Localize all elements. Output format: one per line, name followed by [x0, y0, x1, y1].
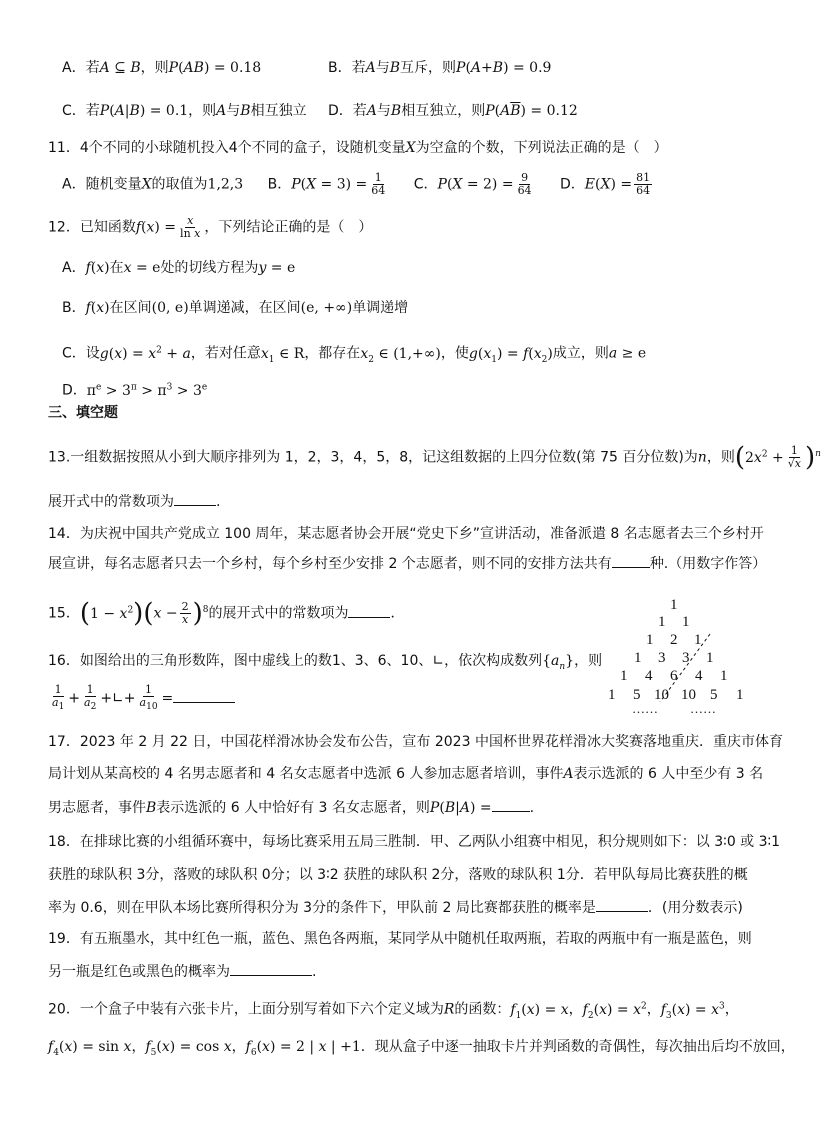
- q17-answer-blank[interactable]: [492, 797, 530, 812]
- triangle-number: 5: [710, 687, 718, 703]
- triangle-number: 1: [608, 687, 616, 703]
- q19-line2: 另一瓶是红色或黑色的概率为 .: [48, 961, 316, 982]
- q11-stem: 11．4个不同的小球随机投入4个不同的盒子，设随机变量X为空盒的个数，下列说法正确的是（ ）: [48, 140, 668, 156]
- q13-line2: 展开式中的常数项为 .: [48, 491, 220, 512]
- q17-line1: 17．2023 年 2 月 22 日，中国花样滑冰协会发布公告，宣布 2023 中国杯世界花样滑冰大奖赛落地重庆．重庆市体育: [48, 734, 783, 750]
- triangle-number: 1: [694, 632, 702, 648]
- triangle-number: 4: [645, 668, 653, 684]
- triangle-dots-right: ……: [690, 701, 716, 716]
- triangle-number: 1: [634, 650, 642, 666]
- q11-options: A．随机变量X的取值为1,2,3 B．P(X = 3) = $\frac{1}{64}$ C．P(X = 2) = $\frac{9}{64}$ D．E(X) = $\frac{81}{64}$: [62, 171, 651, 197]
- q15-line: 15．$(1 - x^2)(x$ − $\frac{2}{x}$ )$^8$的展开式中的常数项为 ．: [48, 598, 405, 629]
- triangle-number: 3: [682, 650, 690, 666]
- q18-line1: 18．在排球比赛的小组循环赛中，每场比赛采用五局三胜制．甲、乙两队小组赛中相见，积分规则如下：以 3∶0 或 3∶1: [48, 834, 781, 850]
- q16-line2: $\frac{1}{a_1}$ + $\frac{1}{a_2}$ +∟+ $\frac{1}{a_{10}}$ =: [48, 684, 235, 713]
- q20-line1: 20．一个盒子中装有六张卡片，上面分别写着如下六个定义域为R的函数：$f_1(x) = x$，$f_2(x) = x^2$，$f_3(x) = x^3$，: [48, 1001, 739, 1021]
- triangle-number: 1: [682, 614, 690, 630]
- triangle-number: 1: [736, 687, 744, 703]
- q19-line1: 19．有五瓶墨水，其中红色一瓶，蓝色、黑色各两瓶，某同学从中随机任取两瓶，若取的两瓶中有一瓶是蓝色，则: [48, 931, 752, 947]
- triangle-number: 1: [620, 668, 628, 684]
- pascal-triangle-figure: [600, 596, 760, 721]
- q10-option-a: A．若A ⊆ B，则P(AB) = 0.18: [62, 60, 262, 76]
- triangle-number: 2: [670, 632, 678, 648]
- triangle-number: 6: [670, 668, 678, 684]
- q12-stem: 12．已知函数f(x) = $\frac{x}{\text{ln x}}$ ，下列结论正确的是（ ）: [48, 214, 373, 240]
- triangle-number: 3: [658, 650, 666, 666]
- q19-answer-blank[interactable]: [230, 961, 312, 976]
- q12-option-b: B．f(x)在区间(0, e)单调递减，在区间(e, +∞)单调递增: [62, 300, 409, 316]
- triangle-number: 1: [706, 650, 714, 666]
- q17-line3: 男志愿者，事件B表示选派的 6 人中恰好有 3 名女志愿者，则P(B|A) = .: [48, 797, 534, 818]
- q15-answer-blank[interactable]: [348, 603, 390, 618]
- triangle-number: 4: [695, 668, 703, 684]
- triangle-number: 10: [654, 687, 669, 703]
- q12-option-d: D．$\pi^e > 3^\pi > \pi^3 > 3^e$: [62, 382, 208, 399]
- q18-line2: 获胜的球队积 3分，落败的球队积 0分；以 3∶2 获胜的球队积 2分，落败的球队积 1分．若甲队每局比赛获胜的概: [48, 867, 748, 883]
- q12-option-a: A．f(x)在x = e处的切线方程为y = e: [62, 260, 296, 276]
- q20-line2: $f_4(x) = \sin x$，$f_5(x) = \cos x$，$f_6(x) = 2$ | x | +1．现从盒子中逐一抽取卡片并判函数的奇偶性，每次抽出后均不放回，: [48, 1039, 795, 1058]
- q14-line1: 14．为庆祝中国共产党成立 100 周年，某志愿者协会开展“党史下乡”宣讲活动，准备派遣 8 名志愿者去三个乡村开: [48, 526, 764, 542]
- triangle-number: 1: [658, 614, 666, 630]
- q16-answer-blank[interactable]: [173, 688, 235, 703]
- triangle-number: 1: [670, 597, 678, 613]
- triangle-number: 5: [633, 687, 641, 703]
- q18-answer-blank[interactable]: [596, 897, 648, 912]
- triangle-dots-left: ……: [632, 701, 658, 716]
- q13-answer-blank[interactable]: [174, 491, 216, 506]
- section-title: 三、填空题: [48, 405, 118, 421]
- q10-option-b: B．若A与B互斥，则P(A+B) = 0.9: [328, 60, 552, 76]
- triangle-dashed-line: [600, 596, 760, 721]
- triangle-number: 1: [646, 632, 654, 648]
- q12-option-c: C．设$g(x) = x^2 + a$，若对任意$x_1$ ∈ R，都存在$x_2$ ∈ (1,+∞)，使$g(x_1) = f(x_2)$成立，则a ≥ e: [62, 345, 647, 365]
- q13-line1: 13.一组数据按照从小到大顺序排列为 1，2，3，4，5，8，记这组数据的上四分位数(第 75 百分位数)为n，则($2x^2$ + $\frac{1}{√x}$ )$^n$: [48, 442, 821, 473]
- q14-answer-blank[interactable]: [612, 553, 650, 568]
- triangle-number: 1: [720, 668, 728, 684]
- q10-option-c: C．若P(A|B) = 0.1，则A与B相互独立: [62, 103, 307, 119]
- triangle-number: 10: [681, 687, 696, 703]
- q17-line2: 局计划从某高校的 4 名男志愿者和 4 名女志愿者中选派 6 人参加志愿者培训，事件A表示选派的 6 人中至少有 3 名: [48, 766, 764, 782]
- q14-line2: 展宣讲，每名志愿者只去一个乡村，每个乡村至少安排 2 个志愿者，则不同的安排方法共有 种.（用数字作答）: [48, 553, 766, 574]
- q16-line1: 16．如图给出的三角形数阵，图中虚线上的数1、3、6、10、∟，依次构成数列$\{a_n\}$，则: [48, 653, 603, 672]
- q10-option-d: D．若A与B相互独立，则$P(A\overline{B}) = 0.12$: [328, 103, 578, 119]
- q18-line3: 率为 0.6，则在甲队本场比赛所得积分为 3分的条件下，甲队前 2 局比赛都获胜的概率是 ．(用分数表示): [48, 897, 743, 918]
